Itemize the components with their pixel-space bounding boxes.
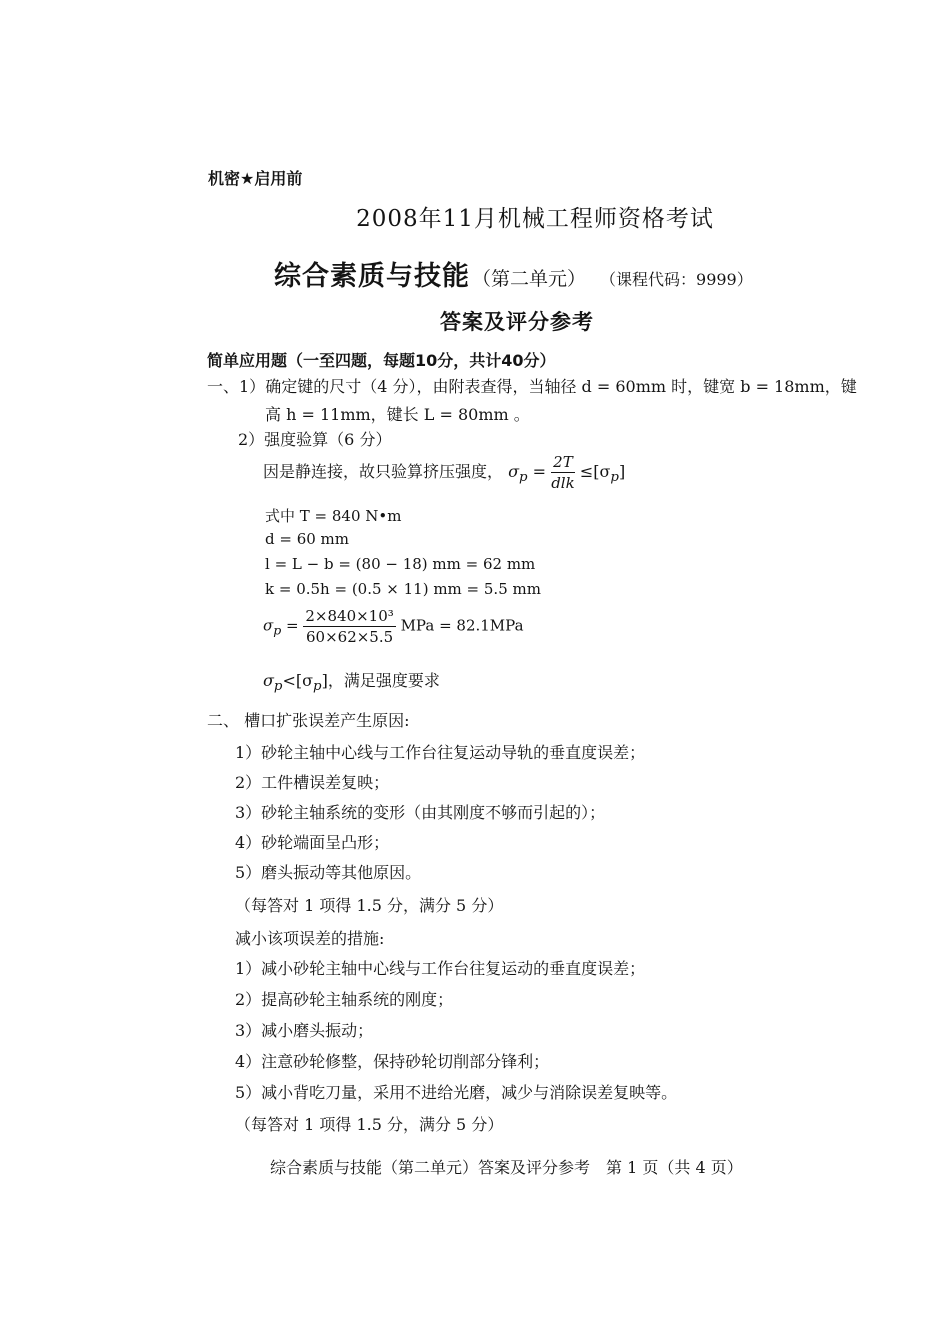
list-item: 4）砂轮端面呈凸形； (235, 833, 390, 852)
fraction-numerator: 2T (553, 453, 573, 471)
list-item: 3）砂轮主轴系统的变形（由其刚度不够而引起的）； (235, 803, 606, 822)
eq-T: 式中 T = 840 N•m (265, 507, 402, 525)
list-item: 1）砂轮主轴中心线与工作台往复运动导轨的垂直度误差； (235, 743, 646, 762)
sub-p-5: p (313, 679, 322, 695)
list-item: 2）工件槽误差复映； (235, 773, 390, 792)
list-item: 4）注意砂轮修整，保持砂轮切削部分锋利； (235, 1052, 550, 1071)
fraction2-result: MPa = 82.1MPa (400, 616, 524, 635)
list-item: 5）减小背吃刀量，采用不进给光磨，减少与消除误差复映等。 (235, 1083, 678, 1102)
list-item: 2）提高砂轮主轴系统的刚度； (235, 990, 454, 1009)
course-code: （课程代码：9999） (608, 270, 753, 289)
answer-heading: 答案及评分参考 (440, 310, 594, 334)
exam-title: 2008年11月机械工程师资格考试 (356, 206, 714, 232)
because-text: 因是静连接，故只验算挤压强度， (263, 462, 504, 481)
score-note-2: （每答对 1 项得 1.5 分，满分 5 分） (235, 1115, 504, 1134)
fraction2-denominator: 60×62×5.5 (306, 628, 394, 646)
eq-k: k = 0.5h = (0.5 × 11) mm = 5.5 mm (265, 580, 541, 598)
list-item: 3）减小磨头振动； (235, 1021, 374, 1040)
fraction-2t-dlk (551, 452, 575, 493)
sub-p-4: p (273, 679, 283, 695)
subject-title: 综合素质与技能 (274, 261, 470, 292)
score-note-1: （每答对 1 项得 1.5 分，满分 5 分） (235, 896, 504, 915)
q1-prefix: 一、1） (207, 377, 266, 396)
q1-line1 (207, 374, 857, 397)
fraction-denominator: dlk (551, 474, 575, 492)
sub-p: p (519, 470, 528, 486)
subtitle-row (274, 254, 753, 293)
conclusion-mid: <[σ (282, 671, 314, 690)
q1-part2: 2）强度验算（6 分） (238, 430, 392, 449)
sigma-symbol-2: σ (263, 616, 274, 635)
eq-sigma-result: $\sigma_p$ = $\frac{\text{2×840×10³}}{60\times 62\times 5.5}$ MPa = 82.1MPa (263, 607, 524, 646)
eq-l: l = L − b = (80 − 18) mm = 62 mm (265, 555, 536, 573)
sub-p-2: p (610, 470, 619, 486)
list-item: 1）减小砂轮主轴中心线与工作台往复运动的垂直度误差； (235, 959, 646, 978)
close-bracket: ] (618, 462, 626, 481)
eq-d: d = 60 mm (265, 530, 350, 548)
q1-line2: 高 h = 11mm，键长 L = 80mm 。 (265, 405, 530, 424)
unit-label: （第二单元） (472, 268, 587, 290)
fraction-result (303, 606, 395, 647)
formula-squeeze: 因是静连接，故只验算挤压强度， $\sigma_p$ = $\frac{2T}{\text{dlk}}$ $\le[\sigma_p]$ (263, 453, 626, 492)
secret-label: 机密★启用前 (208, 169, 303, 188)
q2-heading: 二、 槽口扩张误差产生原因: (207, 711, 410, 730)
page-footer: 综合素质与技能（第二单元）答案及评分参考 第 1 页（共 4 页） (270, 1158, 743, 1177)
le-bracket: ≤[σ (579, 462, 611, 481)
q1-text-line1: 确定键的尺寸（4 分），由附表查得，当轴径 d = 60mm 时，键宽 b = 18mm，键 (265, 377, 857, 396)
section-intro: 简单应用题（一至四题，每题10分，共计40分） (207, 351, 556, 370)
sigma-symbol: σ (508, 462, 520, 481)
conclusion-end: ]，满足强度要求 (321, 671, 440, 690)
measures-heading: 减小该项误差的措施: (235, 929, 385, 948)
sub-p-3: p (273, 622, 282, 638)
list-item: 5）磨头振动等其他原因。 (235, 863, 422, 882)
conclusion (263, 668, 440, 694)
fraction2-numerator: 2×840×10³ (305, 607, 394, 625)
sigma-symbol-3: σ (263, 671, 274, 690)
